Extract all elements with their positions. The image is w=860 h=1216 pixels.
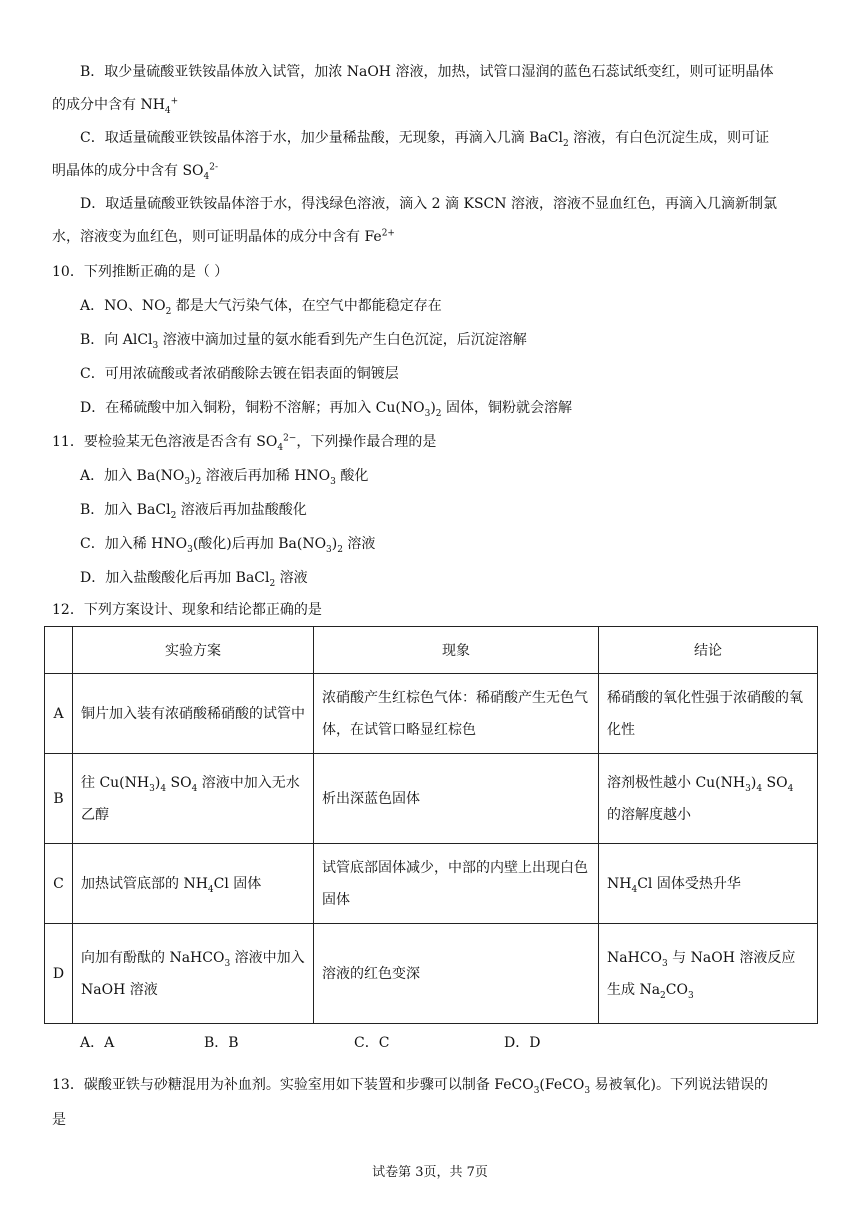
plan-cell: 向加有酚酞的 NaHCO$_3$ 溶液中加入 NaOH 溶液 bbox=[73, 924, 314, 1024]
row-tag: D bbox=[45, 924, 73, 1024]
q9-option-d-line2: 水，溶液变为血红色，则可证明晶体的成分中含有 $Fe^{2+}$ bbox=[52, 228, 395, 245]
q11-option-a: A．加入 $Ba(NO_3)_2$ 溶液后再加稀 $HNO_3$ 酸化 bbox=[80, 468, 369, 487]
q12-option-b: B．B bbox=[204, 1035, 239, 1051]
table-row bbox=[45, 844, 818, 924]
q12-option-d: D．D bbox=[504, 1035, 541, 1051]
q12-option-c: C．C bbox=[354, 1035, 390, 1051]
q11-option-b: B．加入 BaCl$_2$ 溶液后再加盐酸酸化 bbox=[80, 502, 307, 521]
q9-option-c-line2: 明晶体的成分中含有 $SO_4^{2-}$ bbox=[52, 162, 219, 182]
conclusion-cell: 溶剂极性越小 $Cu(NH_3)_4$ $SO_4$ 的溶解度越小 bbox=[599, 754, 818, 844]
table-header-row bbox=[45, 627, 818, 674]
phenomenon-cell: 试管底部固体减少，中部的内壁上出现白色固体 bbox=[314, 844, 599, 924]
q10-option-b: B．向 AlCl$_3$ 溶液中滴加过量的氨水能看到先产生白色沉淀，后沉淀溶解 bbox=[80, 332, 527, 351]
row-tag: B bbox=[45, 754, 73, 844]
q12-table bbox=[44, 626, 818, 1024]
phenomenon-cell: 溶液的红色变深 bbox=[314, 924, 599, 1024]
conclusion-cell: NaHCO$_3$ 与 NaOH 溶液反应生成 $Na_2CO_3$ bbox=[599, 924, 818, 1024]
page-footer: 试卷第 3页，共 7页 bbox=[372, 1165, 488, 1180]
q10-option-c: C．可用浓硫酸或者浓硝酸除去镀在铝表面的铜镀层 bbox=[80, 366, 399, 382]
q9-option-d-line1: D．取适量硫酸亚铁铵晶体溶于水，得浅绿色溶液，滴入 2 滴 KSCN 溶液，溶液不显血红色，再滴入几滴新制氯 bbox=[80, 196, 777, 212]
table-row bbox=[45, 674, 818, 754]
plan-cell: 加热试管底部的 $NH_4Cl$ 固体 bbox=[73, 844, 314, 924]
row-tag: A bbox=[45, 674, 73, 754]
phenomenon-cell: 浓硝酸产生红棕色气体：稀硝酸产生无色气体，在试管口略显红棕色 bbox=[314, 674, 599, 754]
q12-option-a: A．A bbox=[80, 1035, 115, 1051]
q11-stem: 11．要检验某无色溶液是否含有 $SO_4^{2-}$，下列操作最合理的是 bbox=[52, 433, 437, 453]
q13-stem-line2: 是 bbox=[52, 1112, 66, 1128]
q13-stem-line1: 13．碳酸亚铁与砂糖混用为补血剂。实验室用如下装置和步骤可以制备 FeCO$_3$(FeCO$_3$ 易被氧化)。下列说法错误的 bbox=[52, 1077, 768, 1096]
plan-cell: 往 $Cu(NH_3)_4$ $SO_4$ 溶液中加入无水乙醇 bbox=[73, 754, 314, 844]
q12-options bbox=[80, 1033, 540, 1053]
table-header-plan: 实验方案 bbox=[73, 627, 314, 674]
q12-stem: 12．下列方案设计、现象和结论都正确的是 bbox=[52, 602, 322, 618]
q11-option-c: C．加入稀 $HNO_3$(酸化)后再加 $Ba(NO_3)_2$ 溶液 bbox=[80, 536, 376, 555]
conclusion-cell: $NH_4Cl$ 固体受热升华 bbox=[599, 844, 818, 924]
q10-option-a: A．NO、$NO_2$ 都是大气污染气体，在空气中都能稳定存在 bbox=[80, 298, 442, 317]
q9-option-b-line1: B．取少量硫酸亚铁铵晶体放入试管，加浓 NaOH 溶液，加热，试管口湿润的蓝色石蕊试纸变红，则可证明晶体 bbox=[80, 64, 774, 80]
conclusion-cell: 稀硝酸的氧化性强于浓硝酸的氧化性 bbox=[599, 674, 818, 754]
table-row bbox=[45, 924, 818, 1024]
q10-option-d: D．在稀硫酸中加入铜粉，铜粉不溶解；再加入 $Cu(NO_3)_2$ 固体，铜粉就会溶解 bbox=[80, 400, 572, 419]
q9-option-b-line2: 的成分中含有 $NH_4^+$ bbox=[52, 96, 179, 116]
q10-stem: 10．下列推断正确的是（ ） bbox=[52, 264, 229, 280]
phenomenon-cell: 析出深蓝色固体 bbox=[314, 754, 599, 844]
table-header-conclusion: 结论 bbox=[599, 627, 818, 674]
table-header-phenomenon: 现象 bbox=[314, 627, 599, 674]
q9-option-c-line1: C．取适量硫酸亚铁铵晶体溶于水，加少量稀盐酸，无现象，再滴入几滴 BaCl$_2$ 溶液，有白色沉淀生成，则可证 bbox=[80, 130, 770, 149]
q11-option-d: D．加入盐酸酸化后再加 BaCl$_2$ 溶液 bbox=[80, 570, 308, 589]
table-row bbox=[45, 754, 818, 844]
table-header-corner bbox=[45, 627, 73, 674]
plan-cell: 铜片加入装有浓硝酸稀硝酸的试管中 bbox=[73, 674, 314, 754]
row-tag: C bbox=[45, 844, 73, 924]
